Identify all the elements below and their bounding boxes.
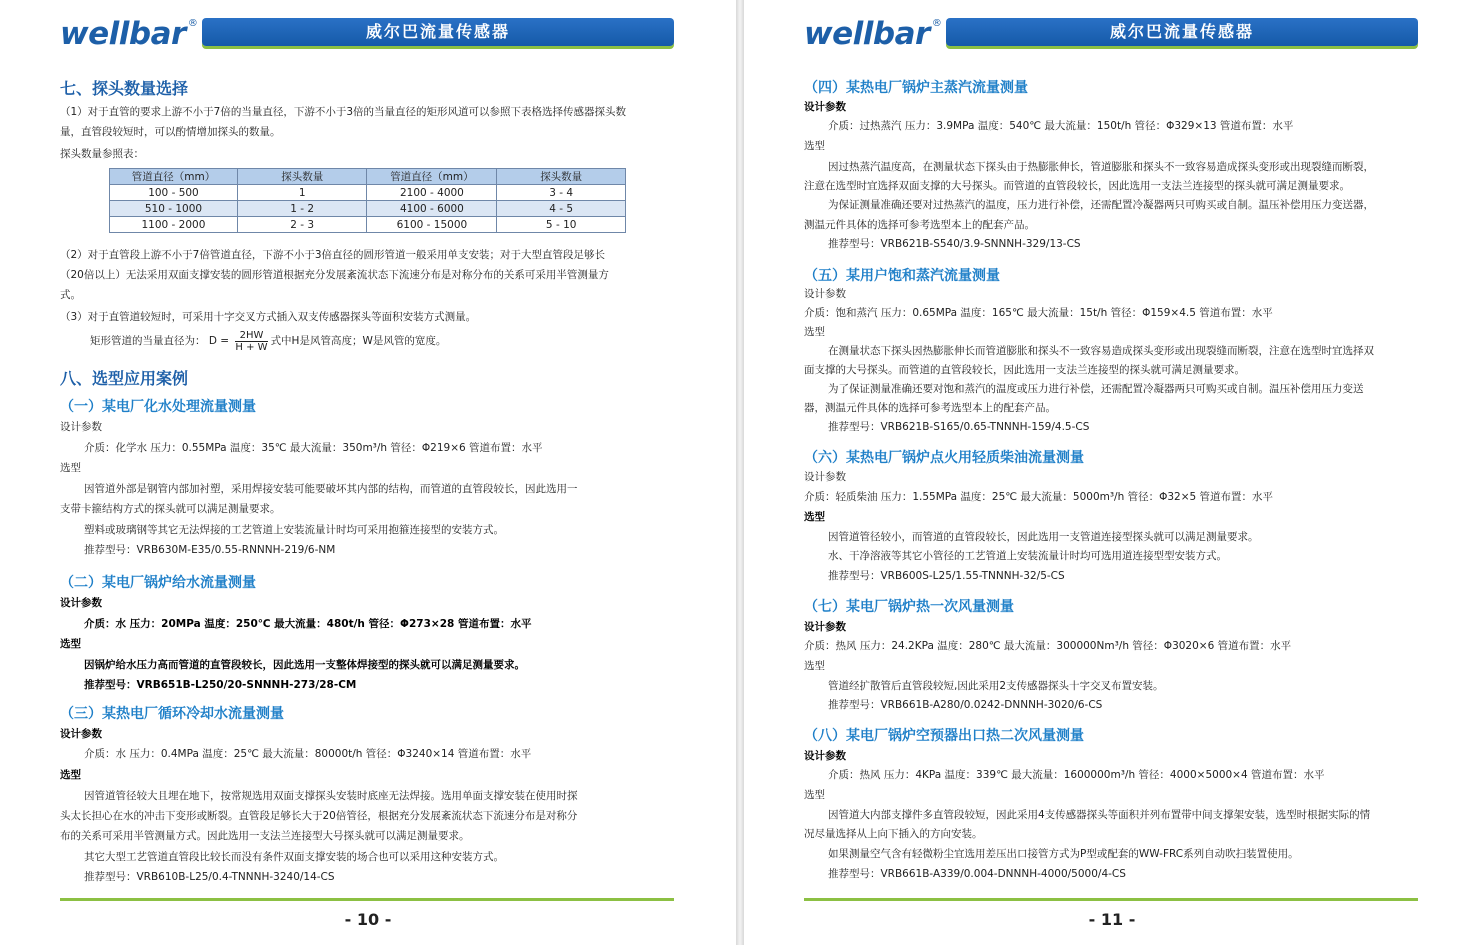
table-cell: 3 - 4 [497,185,626,201]
paragraph-text: 测温元件具体的选择可参考选型本上的配套产品。 [804,219,1035,231]
table-cell: 2 - 3 [237,217,367,233]
paragraph-text: （3）对于直管道较短时，可采用十字交叉方式插入双支传感器探头等面积安装方式测量。 [60,311,477,323]
case-6-title: （六）某热电厂锅炉点火用轻质柴油流量测量 [804,450,1084,466]
header-banner: 威尔巴流量传感器 [946,18,1418,46]
paragraph-text: 其它大型工艺管道直管段比较长而没有条件双面支撑安装的场合也可以采用这种安装方式。 [84,851,504,863]
table-cell: 4100 - 6000 [367,201,497,217]
selection-label: 选型 [60,769,81,781]
case-1-title: （一）某电厂化水处理流量测量 [60,399,256,415]
selection-label: 选型 [60,462,81,474]
table-row [110,201,626,217]
table-cell: 6100 - 15000 [367,217,497,233]
design-params: 介质：饱和蒸汽 压力：0.65MPa 温度：165℃ 最大流量：15t/h 管径：Φ159×4.5 管道布置：水平 [804,307,1273,319]
footer-rule [60,898,674,901]
paragraph-text: 因管道大内部支撑件多直管段较短，因此采用4支传感器探头等面积并列布置带中间支撑架安装，选型时根据实际的情 [828,809,1371,821]
design-params-label: 设计参数 [60,421,102,433]
paragraph-text: 布的关系可采用半管测量方式。因此选用一支法兰连接型大号探头就可以满足测量要求。 [60,830,470,842]
page-number: - 11 - [1088,910,1136,929]
recommended-model: 推荐型号：VRB600S-L25/1.55-TNNNH-32/5-CS [828,570,1065,582]
paragraph-text: 如果测量空气含有轻微粉尘宜选用差压出口接管方式为P型或配套的WW-FRC系列自动吹扫装置使用。 [828,848,1299,860]
recommended-model: 推荐型号：VRB661B-A339/0.004-DNNNH-4000/5000/4-CS [828,868,1126,880]
design-params: 介质：水 压力：20MPa 温度：250℃ 最大流量：480t/h 管径：Φ273×28 管道布置：水平 [84,618,532,630]
design-params: 介质：化学水 压力：0.55MPa 温度：35℃ 最大流量：350m³/h 管径：Φ219×6 管道布置：水平 [84,442,543,454]
recommended-model: 推荐型号：VRB621B-S540/3.9-SNNNH-329/13-CS [828,238,1081,250]
paragraph-text: 在测量状态下探头因热膨胀伸长而管道膨胀和探头不一致容易造成探头变形或出现裂缝而断裂，注意在选型时宜选择双 [828,345,1374,357]
table-cell: 2100 - 4000 [367,185,497,201]
design-params: 介质：过热蒸汽 压力：3.9MPa 温度：540℃ 最大流量：150t/h 管径：Φ329×13 管道布置：水平 [828,120,1294,132]
probe-count-table [109,168,626,233]
table-cell: 100 - 500 [110,185,238,201]
design-params-label: 设计参数 [60,728,102,740]
column-header: 探头数量 [237,169,367,185]
selection-label: 选型 [804,660,825,672]
recommended-model: 推荐型号：VRB630M-E35/0.55-RNNNH-219/6-NM [84,544,336,556]
paragraph-text: 为了保证测量准确还要对饱和蒸汽的温度或压力进行补偿，还需配置冷凝器两只可购买或自制。温压补偿用压力变送 [828,383,1364,395]
design-params-label: 设计参数 [804,621,846,633]
case-2-title: （二）某电厂锅炉给水流量测量 [60,575,256,591]
recommended-model: 推荐型号：VRB610B-L25/0.4-TNNNH-3240/14-CS [84,871,335,883]
table-cell: 5 - 10 [497,217,626,233]
paragraph-text: 面支撑的大号探头。而管道的直管段较长，因此选用一支法兰连接型的探头就可满足测量要求。 [804,364,1245,376]
selection-label: 选型 [804,140,825,152]
section-7-title: 七、探头数量选择 [60,79,189,98]
recommended-model: 推荐型号：VRB661B-A280/0.0242-DNNNH-3020/6-CS [828,699,1103,711]
wellbar-logo: wellbar ® [804,16,942,52]
column-header: 管道直径（mm） [367,169,497,185]
formula-fraction: $\frac{2HW}{H + W}$ [235,329,268,353]
paragraph-text: 因管道管径较大且埋在地下，按常规选用双面支撑探头安装时底座无法焊接。选用单面支撑安装在使用时探 [84,790,578,802]
column-header: 管道直径（mm） [110,169,238,185]
paragraph-text: 注意在选型时宜选择双面支撑的大号探头。而管道的直管段较长，因此选用一支法兰连接型的探头就可满足测量要求。 [804,180,1350,192]
paragraph-text: 器，测温元件具体的选择可参考选型本上的配套产品。 [804,402,1056,414]
selection-label: 选型 [804,789,825,801]
recommended-model: 推荐型号：VRB651B-L250/20-SNNNH-273/28-CM [84,679,357,691]
paragraph-text: 量，直管段较短时，可以酌情增加探头的数量。 [60,126,281,138]
table-row [110,217,626,233]
table-cell: 4 - 5 [497,201,626,217]
table-cell: 1 - 2 [237,201,367,217]
paragraph-text: （20倍以上）无法采用双面支撑安装的圆形管道根据充分发展紊流状态下流速分布是对称分布的关系可采用半管测量方 [60,269,609,281]
design-params-label: 设计参数 [804,750,846,762]
paragraph-text: 因管道管径较小，而管道的直管段较长，因此选用一支管道连接型探头就可以满足测量要求。 [828,531,1259,543]
paragraph-text: 水、干净溶液等其它小管径的工艺管道上安装流量计时均可选用道连接型型安装方式。 [828,550,1227,562]
recommended-model: 推荐型号：VRB621B-S165/0.65-TNNNH-159/4.5-CS [828,421,1090,433]
design-params: 介质：热风 压力：4KPa 温度：339℃ 最大流量：1600000m³/h 管径：4000×5000×4 管道布置：水平 [828,769,1325,781]
page-10 [0,0,736,945]
book-gutter [736,0,744,945]
table-cell: 1100 - 2000 [110,217,238,233]
paragraph-text: 塑料或玻璃钢等其它无法焊接的工艺管道上安装流量计时均可采用抱箍连接型的安装方式。 [84,524,504,536]
table-header-row [110,169,626,185]
table-caption: 探头数量参照表： [60,148,144,160]
design-params: 介质：水 压力：0.4MPa 温度：25℃ 最大流量：80000t/h 管径：Φ3240×14 管道布置：水平 [84,748,532,760]
paragraph-text: 式。 [60,289,81,301]
table-cell: 1 [237,185,367,201]
design-params-label: 设计参数 [804,288,846,300]
case-3-title: （三）某热电厂循环冷却水流量测量 [60,706,284,722]
paragraph-text: 头太长担心在水的冲击下变形或断裂。直管段足够长大于20倍管径，根据充分发展紊流状态下流速分布是对称分 [60,810,578,822]
paragraph-text: （1）对于直管的要求上游不小于7倍的当量直径，下游不小于3倍的当量直径的矩形风道可以参照下表格选择传感器探头数 [60,106,627,118]
case-7-title: （七）某电厂锅炉热一次风量测量 [804,599,1014,615]
case-5-title: （五）某用户饱和蒸汽流量测量 [804,268,1000,284]
table-cell: 510 - 1000 [110,201,238,217]
page-11 [744,0,1480,945]
design-params-label: 设计参数 [804,101,846,113]
paragraph-text: 因锅炉给水压力高而管道的直管段较长，因此选用一支整体焊接型的探头就可以满足测量要求。 [84,659,525,671]
paragraph-text: 管道经扩散管后直管段较短,因此采用2支传感器探头十字交叉布置安装。 [828,680,1164,692]
paragraph-text: 因过热蒸汽温度高，在测量状态下探头由于热膨胀伸长，管道膨胀和探头不一致容易造成探头变形或出现裂缝而断裂， [828,161,1374,173]
selection-label: 选型 [60,638,81,650]
paragraph-text: 为保证测量准确还要对过热蒸汽的温度，压力进行补偿，还需配置冷凝器两只可购买或自制。温压补偿用压力变送器， [828,199,1374,211]
selection-label: 选型 [804,511,825,523]
paragraph-text: （2）对于直管段上游不小于7倍管道直径，下游不小于3倍直径的圆形管道一般采用单支安装；对于大型直管段足够长 [60,249,606,261]
column-header: 探头数量 [497,169,626,185]
header-banner: 威尔巴流量传感器 [202,18,674,46]
wellbar-logo: wellbar ® [60,16,198,52]
case-8-title: （八）某电厂锅炉空预器出口热二次风量测量 [804,728,1084,744]
design-params-label: 设计参数 [804,471,846,483]
footer-rule [804,898,1418,901]
section-8-title: 八、选型应用案例 [60,369,189,388]
design-params-label: 设计参数 [60,597,102,609]
page-number: - 10 - [344,910,392,929]
paragraph-text: 况尽量选择从上向下插入的方向安装。 [804,828,983,840]
paragraph-text: 因管道外部是钢管内部加衬塑，采用焊接安装可能要破坏其内部的结构，而管道的直管段较长，因此选用一 [84,483,578,495]
paragraph-text: 支带卡箍结构方式的探头就可以满足测量要求。 [60,503,281,515]
case-4-title: （四）某热电厂锅炉主蒸汽流量测量 [804,80,1028,96]
design-params: 介质：热风 压力：24.2KPa 温度：280℃ 最大流量：300000Nm³/h 管径：Φ3020×6 管道布置：水平 [804,640,1292,652]
table-row [110,185,626,201]
selection-label: 选型 [804,326,825,338]
design-params: 介质：轻质柴油 压力：1.55MPa 温度：25℃ 最大流量：5000m³/h 管径：Φ32×5 管道布置：水平 [804,491,1274,503]
equivalent-diameter-formula: 矩形管道的当量直径为： D = $\frac{2HW}{H + W}$ 式中H是风管高度；W是风管的宽度。 [90,329,447,353]
